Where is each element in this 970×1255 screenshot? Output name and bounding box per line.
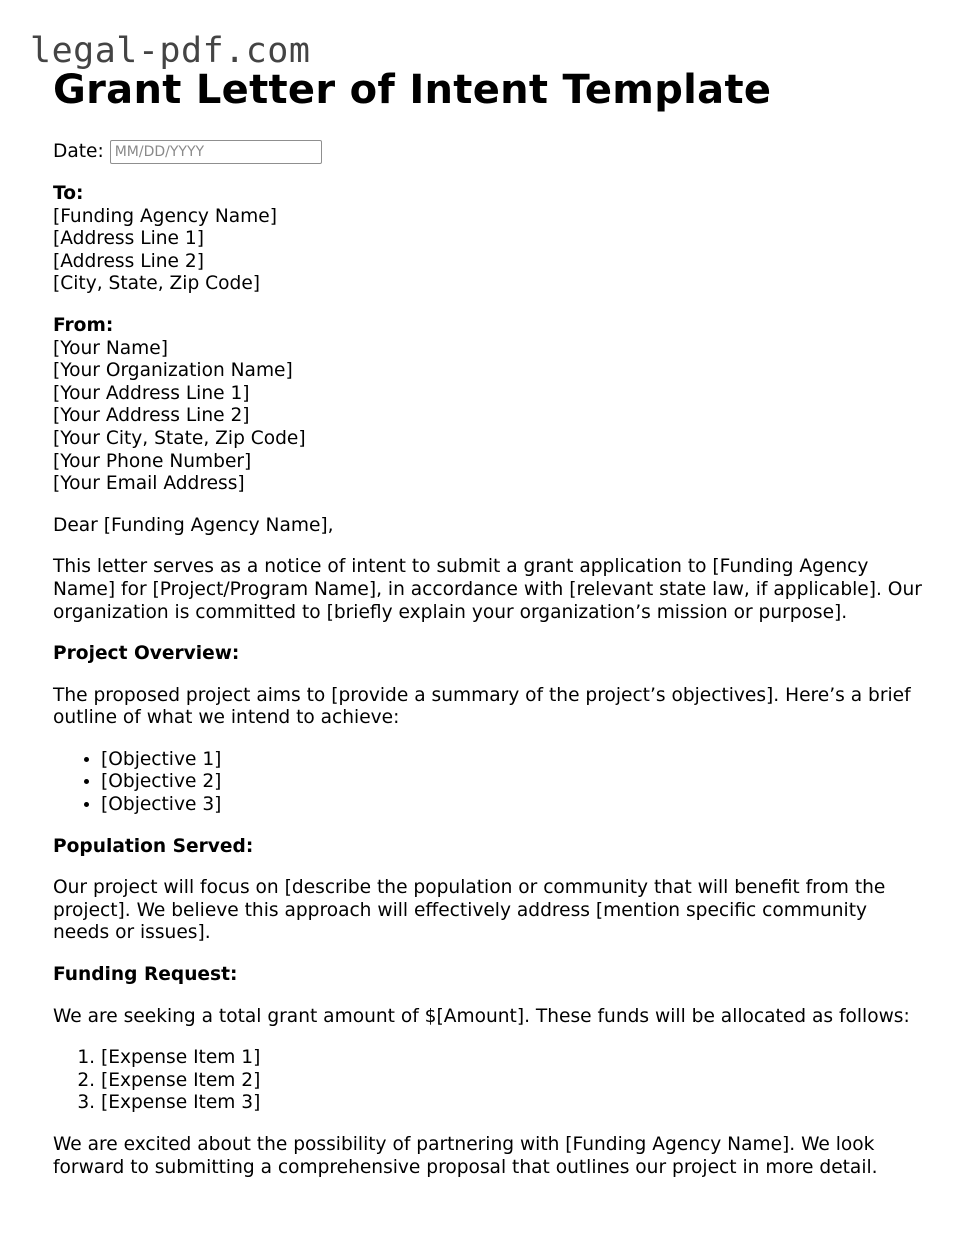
from-line: [Your Address Line 2] [53, 405, 250, 427]
to-address-block [53, 183, 923, 296]
to-line: [Address Line 2] [53, 250, 204, 272]
from-line: [Your Address Line 1] [53, 382, 250, 404]
project-overview-heading: Project Overview: [53, 643, 240, 665]
from-line: [Your Email Address] [53, 473, 245, 495]
list-item: • [Objective 3] [101, 794, 923, 817]
date-label: Date: [53, 140, 104, 162]
from-line: [Your Organization Name] [53, 360, 293, 382]
list-item: • [Objective 1] [101, 749, 923, 772]
list-item: • [Objective 2] [101, 771, 923, 794]
date-row [53, 140, 923, 164]
closing-paragraph: We are excited about the possibility of partnering with [Funding Agency Name]. We look forward to submitting a comprehensive proposal that outlines our project in more detail. [53, 1134, 878, 1178]
funding-heading: Funding Request: [53, 964, 238, 986]
expense-list [53, 1047, 923, 1115]
to-line: [Address Line 1] [53, 228, 204, 250]
to-label: To: [53, 183, 84, 204]
from-line: [Your Name] [53, 337, 168, 359]
population-text: Our project will focus on [describe the population or community that will benefit from the project]. We believe this approach will effectively address [mention specific community needs or issues]. [53, 877, 886, 944]
date-input[interactable] [110, 140, 322, 164]
list-item: 2. [Expense Item 2] [101, 1070, 923, 1093]
from-line: [Your City, State, Zip Code] [53, 427, 306, 449]
salutation: Dear [Funding Agency Name], [53, 514, 334, 536]
list-item: 1. [Expense Item 1] [101, 1047, 923, 1070]
watermark-logo: legal-pdf.com [30, 31, 311, 71]
list-item: 3. [Expense Item 3] [101, 1092, 923, 1115]
funding-text: We are seeking a total grant amount of $[Amount]. These funds will be allocated as follows: [53, 1005, 910, 1027]
from-line: [Your Phone Number] [53, 450, 252, 472]
to-line: [City, State, Zip Code] [53, 273, 261, 295]
to-line: [Funding Agency Name] [53, 205, 277, 227]
population-heading: Population Served: [53, 835, 254, 857]
letter-document [53, 66, 923, 1179]
objectives-list [53, 749, 923, 817]
page-title: Grant Letter of Intent Template [53, 67, 772, 113]
project-overview-text: The proposed project aims to [provide a summary of the project’s objectives]. Here’s a brief outline of what we intend to achieve: [53, 684, 911, 729]
intro-paragraph: This letter serves as a notice of intent to submit a grant application to [Funding Agency Name] for [Project/Program Name], in accordance with [relevant state law, if applicable]. Our organization is committed to [briefly explain your organization’s mission or purpose]. [53, 556, 922, 623]
from-address-block [53, 315, 923, 496]
from-label: From: [53, 314, 114, 336]
